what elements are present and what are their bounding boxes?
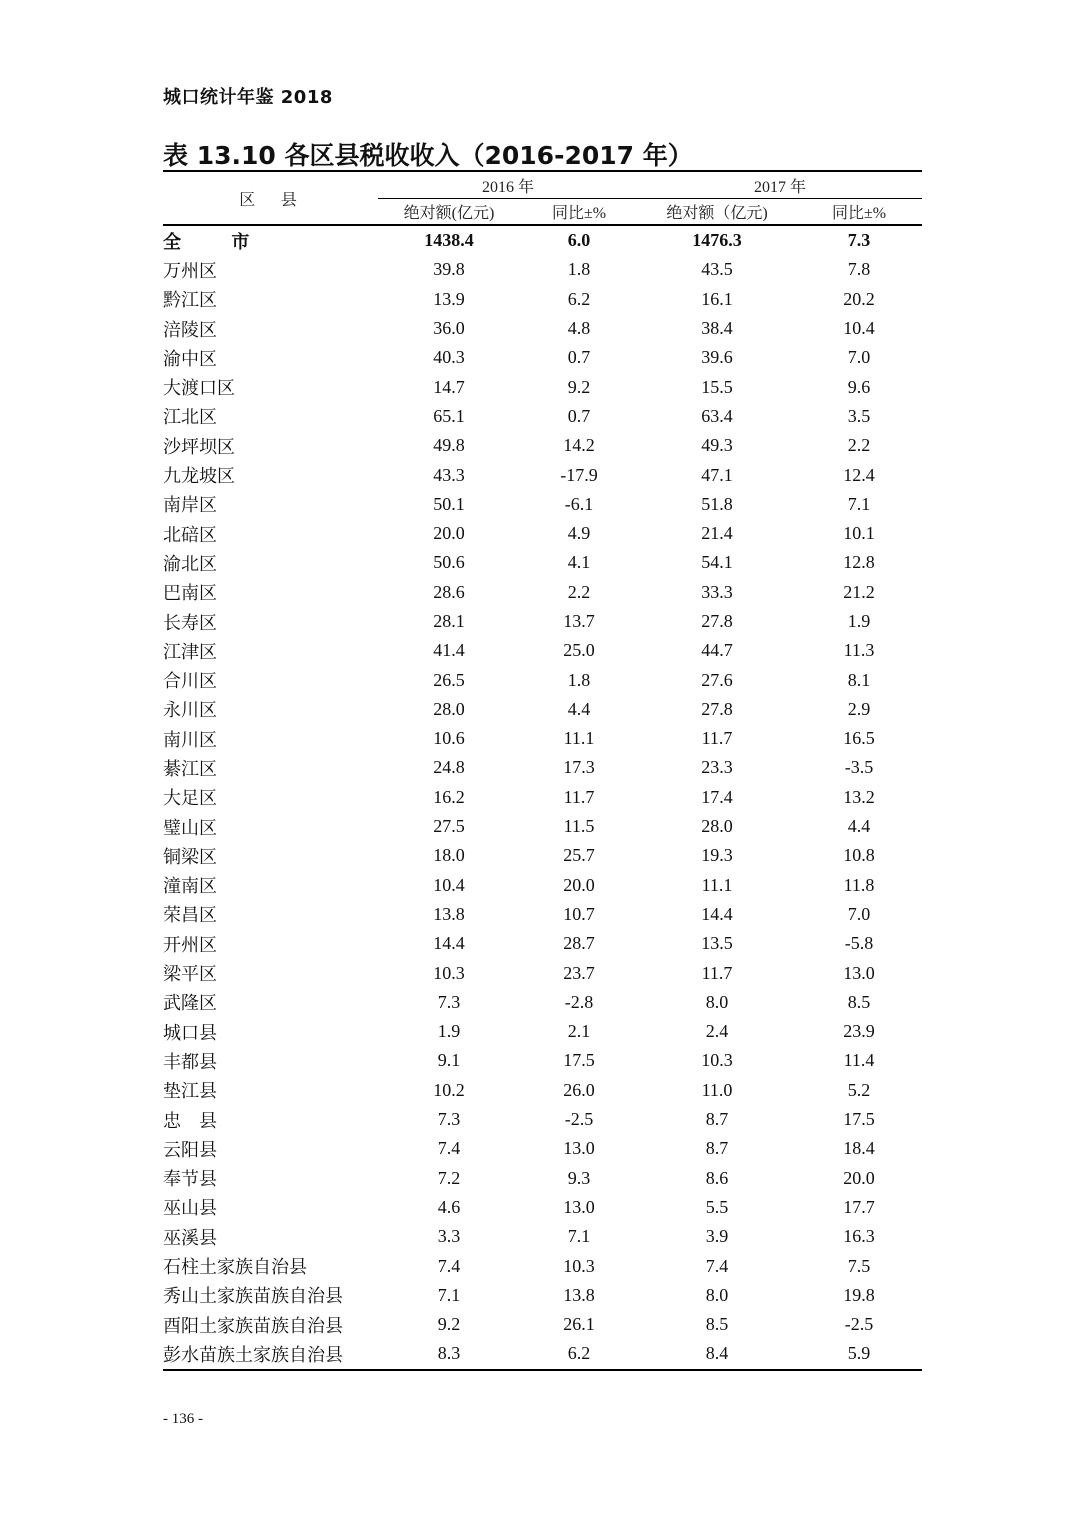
growth-2016: 13.0 (563, 1138, 595, 1159)
table-row (163, 1310, 922, 1339)
growth-2016: 13.7 (563, 611, 595, 631)
amount-2016: 16.2 (433, 786, 465, 807)
growth-2017: -2.5 (844, 1314, 874, 1335)
region-name: 南岸区 (163, 495, 217, 517)
region-column-header: 区 县 (163, 171, 378, 225)
table-row (163, 1222, 922, 1251)
region-name: 綦江区 (163, 758, 217, 780)
amount-2016: 40.3 (433, 347, 465, 368)
growth-2016: 14.2 (563, 435, 595, 456)
amount-2017: 5.5 (705, 1196, 729, 1217)
growth-2016: 0.7 (567, 347, 591, 368)
table-row (163, 519, 922, 548)
growth-2016: 4.1 (567, 552, 591, 573)
region-name: 黔江区 (163, 290, 217, 312)
region-name: 江北区 (163, 407, 217, 429)
amount-2017: 13.5 (701, 933, 733, 954)
region-name: 云阳县 (163, 1139, 217, 1161)
amount-2017: 27.6 (701, 669, 733, 690)
table-row (163, 285, 922, 314)
amount-2016: 14.4 (433, 933, 465, 954)
amount-2017-header: 绝对额（亿元) (638, 199, 796, 226)
growth-2016: 1.8 (567, 259, 591, 280)
growth-2016: 25.0 (563, 640, 595, 661)
growth-2017: 7.3 (847, 230, 871, 251)
amount-2016: 9.1 (437, 1050, 461, 1071)
amount-2017: 33.3 (701, 581, 733, 602)
year-2017-header: 2017 年 (638, 171, 922, 199)
growth-2017: 16.3 (843, 1226, 875, 1247)
amount-2016: 28.0 (433, 698, 465, 719)
table-row (163, 665, 922, 694)
table-row (163, 900, 922, 929)
growth-2016: -6.1 (564, 493, 594, 514)
growth-2017: 18.4 (843, 1138, 875, 1159)
amount-2016: 3.3 (437, 1226, 461, 1247)
table-row (163, 431, 922, 460)
table-row (163, 1017, 922, 1046)
growth-2017: 9.6 (847, 376, 871, 397)
growth-2016: 1.8 (567, 669, 591, 690)
table-row (163, 958, 922, 987)
amount-2017: 16.1 (701, 288, 733, 309)
amount-2017: 7.4 (705, 1255, 729, 1276)
amount-2016: 13.9 (433, 288, 465, 309)
growth-2017: 10.8 (843, 845, 875, 866)
growth-2016: 9.2 (567, 376, 591, 397)
amount-2017: 8.5 (705, 1314, 729, 1335)
amount-2016: 7.4 (437, 1138, 461, 1159)
region-name: 石柱土家族自治县 (163, 1257, 307, 1279)
region-name: 江津区 (163, 641, 217, 663)
region-name: 璧山区 (163, 817, 217, 839)
growth-2016: 9.3 (567, 1167, 591, 1188)
region-name: 沙坪坝区 (163, 436, 235, 458)
amount-2017: 11.1 (701, 874, 733, 895)
growth-2017: 5.9 (796, 1339, 922, 1369)
growth-2017: 12.4 (843, 464, 875, 485)
table-row (163, 812, 922, 841)
growth-2016: 20.0 (563, 874, 595, 895)
table-row (163, 343, 922, 372)
growth-2016: 13.0 (563, 1196, 595, 1217)
region-name: 梁平区 (163, 964, 217, 986)
amount-2016: 10.2 (433, 1079, 465, 1100)
amount-2016: 7.2 (437, 1167, 461, 1188)
growth-2017: 20.2 (843, 288, 875, 309)
amount-2016: 41.4 (433, 640, 465, 661)
growth-2017: 8.1 (847, 669, 871, 690)
growth-2016: 6.0 (567, 230, 591, 251)
table-row (163, 460, 922, 489)
amount-2017: 47.1 (701, 464, 733, 485)
region-name: 巫山县 (163, 1198, 217, 1220)
amount-2017: 17.4 (701, 786, 733, 807)
amount-2016: 1.9 (437, 1021, 461, 1042)
growth-2017: 5.2 (847, 1079, 871, 1100)
growth-2017: 20.0 (843, 1167, 875, 1188)
amount-2016: 9.2 (437, 1314, 461, 1335)
growth-2017: 10.1 (843, 523, 875, 544)
amount-2016: 7.3 (437, 1109, 461, 1130)
region-name: 荣昌区 (163, 905, 217, 927)
amount-2016: 10.6 (433, 728, 465, 749)
table-row (163, 1164, 922, 1193)
table-row (163, 607, 922, 636)
region-name: 万州区 (163, 260, 217, 282)
region-name: 永川区 (163, 700, 217, 722)
amount-2017: 2.4 (705, 1021, 729, 1042)
amount-2017: 3.9 (705, 1226, 729, 1247)
table-row (163, 548, 922, 577)
amount-2016: 10.3 (433, 962, 465, 983)
amount-2017: 27.8 (701, 611, 733, 631)
growth-2017: 2.2 (847, 435, 871, 456)
growth-2017: 23.9 (843, 1021, 875, 1042)
amount-2017: 28.0 (701, 816, 733, 837)
growth-2016: 6.2 (520, 1339, 638, 1369)
region-name: 全 市 (163, 231, 266, 253)
growth-2016: 13.8 (563, 1284, 595, 1305)
table-row (163, 490, 922, 519)
amount-2017: 27.8 (701, 698, 733, 719)
amount-2016: 49.8 (433, 435, 465, 456)
growth-2017: 17.5 (843, 1109, 875, 1130)
region-name: 大足区 (163, 788, 217, 810)
growth-2017: 13.0 (843, 962, 875, 983)
growth-2016: -17.9 (560, 464, 598, 485)
growth-2016: 4.9 (567, 523, 591, 544)
amount-2016-header: 绝对额(亿元) (378, 199, 520, 226)
table-row (163, 578, 922, 607)
amount-2017: 51.8 (701, 493, 733, 514)
table-row (163, 871, 922, 900)
amount-2016: 39.8 (433, 259, 465, 280)
amount-2017: 11.0 (701, 1079, 733, 1100)
growth-2016: 11.7 (563, 786, 595, 807)
growth-2016: 11.1 (563, 728, 595, 749)
region-name: 九龙坡区 (163, 466, 235, 488)
table-row (163, 783, 922, 812)
amount-2016: 28.6 (433, 581, 465, 602)
region-name: 奉节县 (163, 1169, 217, 1191)
growth-2017: 8.5 (847, 991, 871, 1012)
growth-2016: 10.3 (563, 1255, 595, 1276)
amount-2017: 8.7 (705, 1138, 729, 1159)
amount-2017: 63.4 (701, 405, 733, 426)
amount-2017: 19.3 (701, 845, 733, 866)
growth-2017: 2.9 (847, 698, 871, 719)
amount-2016: 20.0 (433, 523, 465, 544)
amount-2016: 13.8 (433, 903, 465, 924)
table-row (163, 1251, 922, 1280)
amount-2017: 8.0 (705, 991, 729, 1012)
growth-2017: 1.9 (847, 611, 871, 631)
growth-2016: 26.1 (563, 1314, 595, 1335)
growth-2017: 17.7 (843, 1196, 875, 1217)
growth-2017: 11.4 (843, 1050, 875, 1071)
growth-2016: 7.1 (567, 1226, 591, 1247)
table-row (163, 724, 922, 753)
growth-2016: 11.5 (563, 816, 595, 837)
growth-2017: -5.8 (844, 933, 874, 954)
region-name: 南川区 (163, 729, 217, 751)
region-name: 涪陵区 (163, 319, 217, 341)
growth-2017: 7.8 (847, 259, 871, 280)
growth-2016: -2.5 (564, 1109, 594, 1130)
growth-2016: 0.7 (567, 405, 591, 426)
amount-2016: 26.5 (433, 669, 465, 690)
amount-2017: 8.0 (705, 1284, 729, 1305)
table-row (163, 1105, 922, 1134)
region-name: 忠 县 (163, 1110, 217, 1132)
amount-2016: 1438.4 (424, 230, 474, 251)
region-name: 巴南区 (163, 583, 217, 605)
amount-2016: 18.0 (433, 845, 465, 866)
region-name: 渝中区 (163, 348, 217, 370)
page-number: - 136 - (163, 1411, 203, 1427)
growth-2017: -3.5 (844, 757, 874, 778)
region-name: 酉阳土家族苗族自治县 (163, 1315, 343, 1337)
amount-2017: 38.4 (701, 318, 733, 339)
amount-2017: 1476.3 (692, 230, 742, 251)
amount-2016: 28.1 (433, 611, 465, 631)
amount-2016: 7.4 (437, 1255, 461, 1276)
amount-2016: 7.1 (437, 1284, 461, 1305)
growth-2016: 26.0 (563, 1079, 595, 1100)
region-name: 渝北区 (163, 553, 217, 575)
region-name: 大渡口区 (163, 378, 235, 400)
amount-2017: 23.3 (701, 757, 733, 778)
amount-2017: 8.7 (705, 1109, 729, 1130)
region-name: 合川区 (163, 671, 217, 693)
growth-2016-header: 同比±% (520, 199, 638, 226)
growth-2016: 23.7 (563, 962, 595, 983)
table-row (163, 225, 922, 255)
yearbook-header: 城口统计年鉴 2018 (163, 87, 333, 108)
table-row (163, 1281, 922, 1310)
amount-2016: 7.3 (437, 991, 461, 1012)
growth-2016: 2.2 (567, 581, 591, 602)
region-name: 铜梁区 (163, 846, 217, 868)
growth-2017: 19.8 (843, 1284, 875, 1305)
table-row (163, 255, 922, 284)
growth-2017: 21.2 (843, 581, 875, 602)
table-row (163, 1076, 922, 1105)
growth-2017: 7.0 (847, 347, 871, 368)
table-row (163, 753, 922, 782)
amount-2017: 10.3 (701, 1050, 733, 1071)
growth-2016: 28.7 (563, 933, 595, 954)
region-name: 秀山土家族苗族自治县 (163, 1286, 343, 1308)
amount-2017: 21.4 (701, 523, 733, 544)
amount-2017: 11.7 (701, 728, 733, 749)
growth-2016: 4.4 (567, 698, 591, 719)
growth-2017: 16.5 (843, 728, 875, 749)
amount-2016: 27.5 (433, 816, 465, 837)
growth-2017-header: 同比±% (796, 199, 922, 226)
amount-2016: 10.4 (433, 874, 465, 895)
amount-2017: 39.6 (701, 347, 733, 368)
amount-2017: 44.7 (701, 640, 733, 661)
table-row (163, 1134, 922, 1163)
amount-2016: 36.0 (433, 318, 465, 339)
region-name: 巫溪县 (163, 1227, 217, 1249)
table-row (163, 1339, 922, 1369)
growth-2016: 17.5 (563, 1050, 595, 1071)
table-row (163, 841, 922, 870)
table-row (163, 314, 922, 343)
table-row (163, 1193, 922, 1222)
amount-2016: 43.3 (433, 464, 465, 485)
amount-2017: 8.6 (705, 1167, 729, 1188)
growth-2017: 7.5 (847, 1255, 871, 1276)
growth-2017: 7.0 (847, 903, 871, 924)
amount-2016: 65.1 (433, 405, 465, 426)
growth-2016: 2.1 (567, 1021, 591, 1042)
table-row (163, 695, 922, 724)
amount-2017: 14.4 (701, 903, 733, 924)
growth-2016: -2.8 (564, 991, 594, 1012)
table-row (163, 988, 922, 1017)
region-name: 开州区 (163, 934, 217, 956)
table-row (163, 1046, 922, 1075)
growth-2017: 3.5 (847, 405, 871, 426)
amount-2017: 11.7 (701, 962, 733, 983)
growth-2017: 10.4 (843, 318, 875, 339)
table-row (163, 402, 922, 431)
amount-2016: 14.7 (433, 376, 465, 397)
table-row (163, 929, 922, 958)
growth-2017: 13.2 (843, 786, 875, 807)
amount-2017: 54.1 (701, 552, 733, 573)
amount-2017: 49.3 (701, 435, 733, 456)
region-name: 长寿区 (163, 612, 217, 634)
tax-revenue-table (163, 170, 922, 1371)
growth-2016: 17.3 (563, 757, 595, 778)
growth-2017: 11.8 (843, 874, 875, 895)
growth-2016: 10.7 (563, 903, 595, 924)
amount-2016: 24.8 (433, 757, 465, 778)
growth-2016: 4.8 (567, 318, 591, 339)
amount-2016: 4.6 (437, 1196, 461, 1217)
region-name: 北碚区 (163, 524, 217, 546)
table-row (163, 372, 922, 401)
region-name: 垫江县 (163, 1081, 217, 1103)
region-name: 丰都县 (163, 1051, 217, 1073)
region-name: 彭水苗族土家族自治县 (163, 1339, 378, 1369)
amount-2017: 8.4 (638, 1339, 796, 1369)
region-name: 潼南区 (163, 876, 217, 898)
growth-2017: 4.4 (847, 816, 871, 837)
amount-2017: 15.5 (701, 376, 733, 397)
amount-2017: 43.5 (701, 259, 733, 280)
growth-2017: 7.1 (847, 493, 871, 514)
region-name: 武隆区 (163, 993, 217, 1015)
year-2016-header: 2016 年 (378, 171, 638, 199)
amount-2016: 50.1 (433, 493, 465, 514)
growth-2016: 6.2 (567, 288, 591, 309)
table-row (163, 636, 922, 665)
growth-2016: 25.7 (563, 845, 595, 866)
region-name: 城口县 (163, 1022, 217, 1044)
amount-2016: 8.3 (378, 1339, 520, 1369)
growth-2017: 11.3 (843, 640, 875, 661)
table-title: 表 13.10 各区县税收收入（2016-2017 年） (163, 141, 693, 170)
growth-2017: 12.8 (843, 552, 875, 573)
amount-2016: 50.6 (433, 552, 465, 573)
